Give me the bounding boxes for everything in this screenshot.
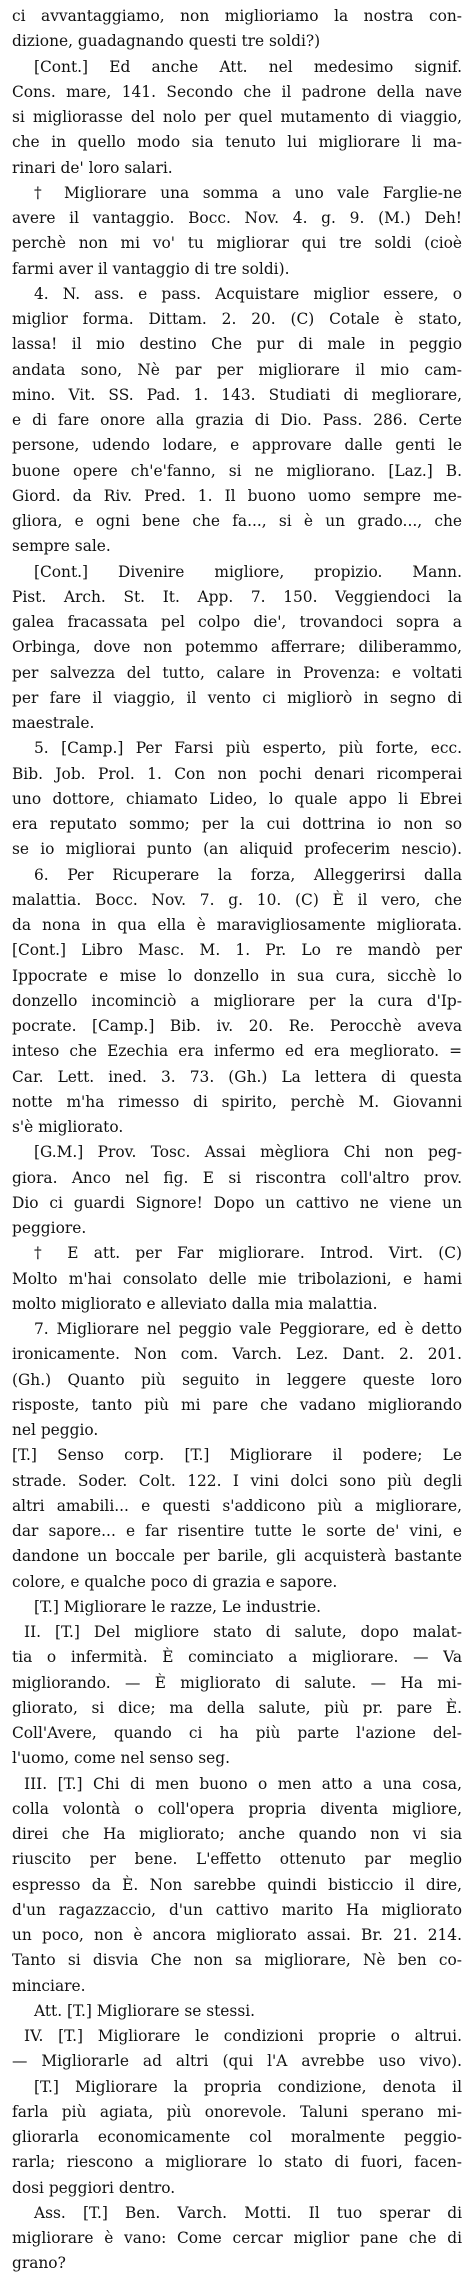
text-line: Cons. mare, 141. Secondo che il padrone della nave (12, 82, 462, 101)
text-line: grano? (12, 2254, 66, 2273)
text-line: rarla; riescono a migliorare lo stato di fuori, facen- (12, 2153, 462, 2172)
text-line: colore, e qualche poco di grazia e sapore. (12, 1572, 338, 1591)
text-line: (Gh.) Quanto più seguito in leggere queste loro (12, 1370, 462, 1389)
text-line: [T.] Migliorare la propria condizione, denota il (34, 2077, 462, 2096)
text-line: 5. [Camp.] Per Farsi più esperto, più forte, ecc. (34, 739, 462, 758)
text-line: Pist. Arch. St. It. App. 7. 150. Veggiendoci la (12, 587, 462, 606)
text-line: era reputato sommo; per la cui dottrina io non so (12, 815, 462, 833)
text-line: Orbinga, dove non potemmo afferrare; diliberammo, (12, 638, 462, 657)
text-line: altri amabili... e questi s'addiconо più a migliorare, (12, 1496, 462, 1515)
text-line: si migliorasse del nolo per quel mutamento di viaggio, (12, 108, 462, 126)
text-line: gliorato, si dice; ma della salute, più pr. pare È. (12, 1698, 462, 1717)
text-line: migliorare è vano: Come cercar miglior pane che di (12, 2229, 462, 2247)
text-line: 4. N. ass. e pass. Acquistare miglior essere, o (34, 284, 462, 303)
text-line: sempre sale. (12, 537, 111, 556)
text-line: farla più agiata, più onorevole. Taluni sperano mi- (12, 2102, 462, 2121)
text-line: Bib. Job. Prol. 1. Con non pochi denari ricomperai (12, 764, 462, 783)
text-line: † E att. per Far migliorare. Introd. Virt. (C) (34, 1244, 462, 1263)
text-line: l'uomo, come nel senso seg. (12, 1749, 231, 1768)
text-line: s'è migliorato. (12, 1118, 124, 1136)
text-line: [Cont.] Ed anche Att. nel medesimo signif. (34, 57, 462, 76)
text-line: Ass. [T.] Ben. Varch. Motti. Il tuo sperar di (34, 2203, 462, 2222)
text-line: notte m'ha rimesso di spirito, perchè M. Giovanni (12, 1092, 462, 1111)
text-line: Tanto si disvia Che non sa migliorare, Nè ben co- (12, 1951, 462, 1970)
text-line: colla volontà o coll'opera propria diventa migliore, (12, 1799, 462, 1818)
text-line: un poco, non è ancora migliorato assai. Br. 21. 214. (12, 1926, 462, 1944)
text-line: II. [T.] Del migliore stato di salute, dopo malat- (24, 1623, 462, 1641)
text-line: dandone un boccale per barile, gli acquisterà bastante (12, 1547, 462, 1566)
text-line: inteso che Ezechia era infermo ed era megliorato. = (12, 1042, 462, 1061)
text-line: lassa! il mio destino Che pur di male in peggio (12, 335, 462, 354)
text-line: 6. Per Ricuperare la forza, Alleggerirsi dalla (34, 865, 462, 884)
text-line: direi che Ha migliorato; anche quando non vi sia (12, 1825, 462, 1843)
text-line: IV. [T.] Migliorare le condizioni proprie o altrui. (24, 2027, 462, 2045)
text-line: buone opere ch'e'fanno, si ne migliorano. [Laz.] B. (12, 461, 462, 480)
text-line: Car. Lett. ined. 3. 73. (Gh.) La lettera di questa (12, 1067, 462, 1086)
text-line: se io migliorai punto (an aliquid profecerim nescio). (12, 840, 462, 859)
text-line: persone, udendo lodare, e approvare dalle genti le (12, 436, 462, 455)
text-line: ironicamente. Non com. Varch. Lez. Dant. 2. 201. (12, 1345, 462, 1364)
text-line: [T.] Migliorare le razze, Le industrie. (34, 1597, 322, 1616)
text-line: Coll'Avere, quando ci ha più parte l'azione del- (12, 1724, 462, 1742)
text-line: migliorando. — È migliorato di salute. — Ha mi- (12, 1673, 462, 1692)
text-line: risposte, tanto più mi pare che vadano migliorando (12, 1395, 462, 1414)
text-line: ci avvantaggiamo, non miglioriamo la nostra con- (12, 7, 462, 25)
text-line: per fare il viaggio, il vento ci migliorò in segno di (12, 688, 462, 707)
text-line: galea fracassata pel colpo die', trovandoci sopra a (12, 613, 462, 631)
text-line: avere il vantaggio. Bocc. Nov. 4. g. 9. (M.) Deh! (12, 209, 462, 227)
text-line: giora. Anco nel fig. E si riscontra coll'altro prov. (12, 1168, 462, 1187)
text-line: pocrate. [Camp.] Bib. iv. 20. Re. Perocchè aveva (12, 1017, 462, 1035)
text-line: donzello incominciò a migliorare per la cura d'Ip- (12, 991, 462, 1010)
text-line: gliorarla economicamente col moralmente peggio- (12, 2128, 462, 2146)
text-line: dizione, guadagnando questi tre soldi?) (12, 32, 321, 51)
text-line: e di fare onore alla grazia di Dio. Pass. 286. Certe (12, 411, 462, 429)
text-line: gliora, e ogni bene che fa..., si è un grado..., che (12, 512, 462, 530)
text-line: malattia. Bocc. Nov. 7. g. 10. (C) È il vero, che (12, 890, 462, 909)
text-line: riuscito per bene. L'effetto ottenuto par meglio (12, 1850, 462, 1869)
text-line: Dio ci guardi Signore! Dopo un cattivo ne viene un (12, 1193, 462, 1212)
text-line: Ippocrate e mise lo donzello in sua cura, sicchè lo (12, 966, 462, 985)
text-line: peggiore. (12, 1219, 87, 1237)
text-line: d'un ragazzaccio, d'un cattivo marito Ha migliorato (12, 1900, 462, 1919)
text-line: uno dottore, chiamato Lideo, lo quale appo li Ebrei (12, 789, 462, 808)
text-line: molto migliorato e alleviato dalla mia malattia. (12, 1294, 378, 1313)
text-line: mino. Vit. SS. Pad. 1. 143. Studiati di megliorare, (12, 385, 462, 404)
text-line: andata sono, Nè par per migliorare il mio cam- (12, 360, 462, 379)
text-line: nel peggio. (12, 1421, 99, 1439)
text-line: strade. Soder. Colt. 122. I vini dolci sono più degli (12, 1471, 462, 1490)
text-line: † Migliorare una somma a uno vale Farglie-ne (34, 183, 462, 202)
text-line: miglior forma. Dittam. 2. 20. (C) Cotale è stato, (12, 310, 462, 328)
text-line: [T.] Senso corp. [T.] Migliorare il podere; Le (12, 1446, 462, 1465)
text-line: rinari de' loro salari. (12, 158, 173, 177)
text-line: perchè non mi vo' tu migliorar qui tre soldi (cioè (12, 234, 462, 253)
text-line: Molto m'hai consolato delle mie tribolazioni, e hami (12, 1269, 462, 1288)
text-line: minciare. (12, 1976, 86, 1995)
text-line: maestrale. (12, 714, 95, 732)
text-line: farmi aver il vantaggio di tre soldi). (12, 259, 290, 278)
text-line: Att. [T.] Migliorare se stessi. (34, 2001, 256, 2020)
text-line: [Cont.] Libro Masc. M. 1. Pr. Lo re mandò per (12, 941, 462, 960)
text-line: espresso da È. Non sarebbe quindi bisticcio il dire, (12, 1875, 462, 1894)
text-line: dar sapore... e far risentire tutte le sorte de' vini, e (12, 1522, 462, 1540)
text-line: [G.M.] Prov. Tosc. Assai mègliora Chi non peg- (34, 1143, 462, 1162)
text-line: Giord. da Riv. Pred. 1. Il buono uomo sempre me- (12, 486, 462, 505)
text-line: per salvezza del tutto, calare in Provenza: e voltati (12, 663, 462, 682)
text-line: III. [T.] Chi di men buono o men atto a una cosa, (24, 1774, 462, 1793)
text-line: da nona in qua ella è maravigliosamente migliorata. (12, 916, 462, 934)
text-line: [Cont.] Divenire migliore, propizio. Mann. (34, 562, 462, 581)
text-line: 7. Migliorare nel peggio vale Peggiorare, ed è detto (34, 1320, 462, 1338)
text-line: che in quello modo sia tenuto lui migliorare li ma- (12, 133, 462, 152)
text-line: dosi peggiori dentro. (12, 2178, 176, 2197)
text-line: tia o infermità. È cominciato a migliorare. — Va (12, 1648, 462, 1667)
text-line: — Migliorarle ad altri (qui l'A avrebbe uso vivo). (12, 2052, 462, 2071)
